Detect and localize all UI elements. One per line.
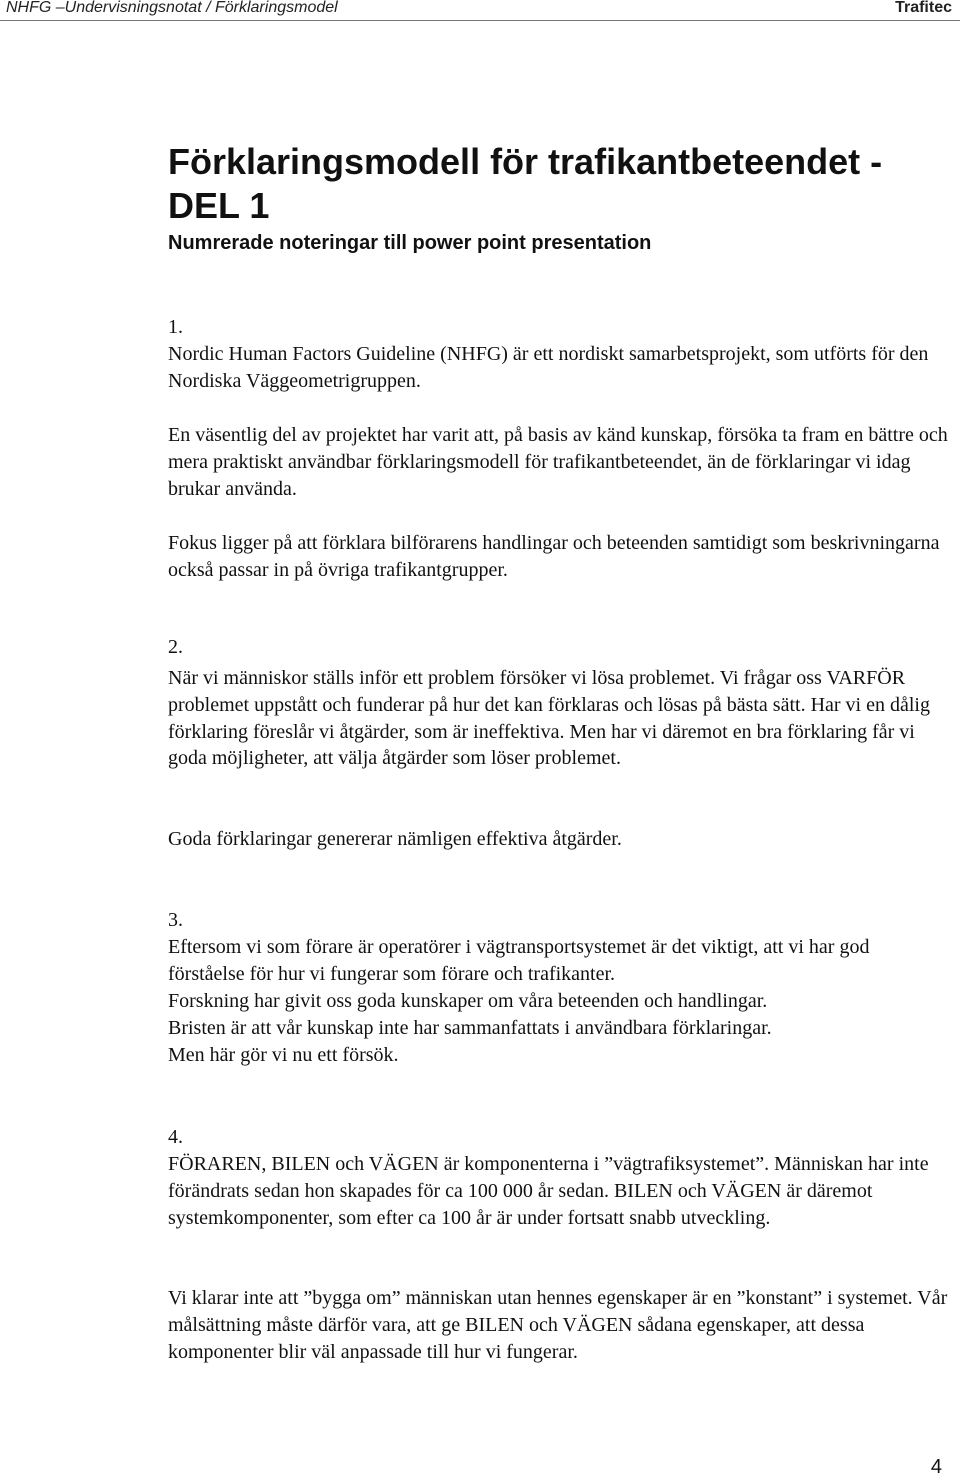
section-1-paragraph-1: Nordic Human Factors Guideline (NHFG) är ett nordiskt samarbetsprojekt, som utförts för den Nordiska Väggeometrigruppen. xyxy=(168,343,929,392)
section-3-paragraph-2: Forskning har givit oss goda kunskaper om våra beteenden och handlingar. xyxy=(168,990,768,1012)
section-1-paragraph-2: En väsentlig del av projektet har varit att, på basis av känd kunskap, försöka ta fram en bättre och mera praktiskt användbar förklaringsmodell för trafikantbeteendet, än de förklaringar vi idag brukar använda. xyxy=(168,424,948,500)
page-title: Förklaringsmodell för trafikantbeteendet - DEL 1 xyxy=(168,141,883,226)
section-2-paragraph-2: Goda förklaringar genererar nämligen effektiva åtgärder. xyxy=(168,828,622,850)
page-subtitle: Numrerade noteringar till power point presentation xyxy=(168,232,652,254)
section-3-paragraph-4: Men här gör vi nu ett försök. xyxy=(168,1044,399,1066)
section-4-paragraph-1: FÖRAREN, BILEN och VÄGEN är komponenterna i ”vägtrafiksystemet”. Människan har inte förändrats sedan hon skapades för ca 100 000 år sedan. BILEN och VÄGEN är däremot systemkomponenter, som efter ca 100 år är under fortsatt snabb utveckling. xyxy=(168,1153,929,1229)
section-4-paragraph-2: Vi klarar inte att ”bygga om” människan utan hennes egenskaper är en ”konstant” i systemet. Vår målsättning måste därför vara, att ge BILEN och VÄGEN sådana egenskaper, att dessa komponenter blir väl anpassade till hur vi fungerar. xyxy=(168,1287,948,1363)
header-document-title: NHFG –Undervisningsnotat / Förklaringsmodel xyxy=(6,0,338,16)
section-3-paragraph-1: Eftersom vi som förare är operatörer i vägtransportsystemet är det viktigt, att vi har god förståelse för hur vi fungerar som förare och trafikanter. xyxy=(168,936,870,985)
section-4-number: 4. xyxy=(168,1126,183,1148)
section-1-number: 1. xyxy=(168,316,183,338)
header-organization: Trafitec xyxy=(895,0,952,16)
section-3-paragraph-3: Bristen är att vår kunskap inte har sammanfattats i användbara förklaringar. xyxy=(168,1017,772,1039)
section-2-paragraph-1: När vi människor ställs inför ett problem försöker vi lösa problemet. Vi frågar oss VARFÖR problemet uppstått och funderar på hur det kan förklaras och lösas på bästa sätt. Har vi en dålig förklaring föreslår vi åtgärder, som är ineffektiva. Men har vi däremot en bra förklaring får vi goda möjligheter, att välja åtgärder som löser problemet. xyxy=(168,667,930,770)
section-1-paragraph-3: Fokus ligger på att förklara bilförarens handlingar och beteenden samtidigt som beskrivningarna också passar in på övriga trafikantgrupper. xyxy=(168,532,940,581)
header-divider xyxy=(0,20,960,21)
section-3-number: 3. xyxy=(168,909,183,931)
page-number: 4 xyxy=(930,1456,942,1478)
section-2-number: 2. xyxy=(168,636,183,658)
page-header xyxy=(0,0,960,22)
